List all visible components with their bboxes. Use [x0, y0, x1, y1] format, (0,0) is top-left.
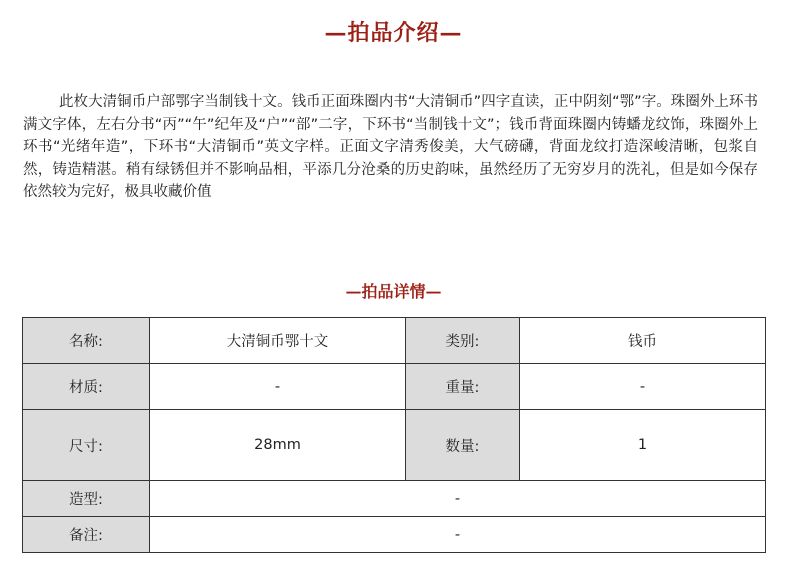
size-label: 尺寸:: [23, 410, 150, 481]
intro-heading: —拍品介绍—: [324, 20, 463, 46]
details-table: [22, 317, 766, 553]
table-row: [23, 318, 766, 364]
shape-value: -: [150, 481, 766, 517]
quantity-value: 1: [520, 410, 766, 481]
remark-label: 备注:: [23, 517, 150, 553]
intro-paragraph: 此枚大清铜币户部鄂字当制钱十文。钱币正面珠圈内书“大清铜币”四字直读，正中阴刻“鄂”字。珠圈外上环书满文字体，左右分书“丙”“午”纪年及“户”“部”二字，下环书“当制钱十文”；钱币背面珠圈内铸蟠龙纹饰，珠圈外上环书“光绪年造”，下环书“大清铜币”英文字样。正面文字清秀俊美，大气磅礴，背面龙纹打造深峻清晰，包浆自然，铸造精湛。稍有绿锈但并不影响品相，平添几分沧桑的历史韵味，虽然经历了无穷岁月的洗礼，但是如今保存依然较为完好，极具收藏价值: [23, 94, 758, 200]
category-value: 钱币: [520, 318, 766, 364]
table-row: [23, 410, 766, 481]
name-value: 大清铜币鄂十文: [150, 318, 406, 364]
table-row: [23, 517, 766, 553]
details-heading: —拍品详情—: [345, 282, 442, 301]
weight-label: 重量:: [406, 364, 520, 410]
remark-value: -: [150, 517, 766, 553]
category-label: 类别:: [406, 318, 520, 364]
table-row: [23, 481, 766, 517]
size-value: 28mm: [150, 410, 406, 481]
table-row: [23, 364, 766, 410]
shape-label: 造型:: [23, 481, 150, 517]
weight-value: -: [520, 364, 766, 410]
material-value: -: [150, 364, 406, 410]
material-label: 材质:: [23, 364, 150, 410]
name-label: 名称:: [23, 318, 150, 364]
quantity-label: 数量:: [406, 410, 520, 481]
